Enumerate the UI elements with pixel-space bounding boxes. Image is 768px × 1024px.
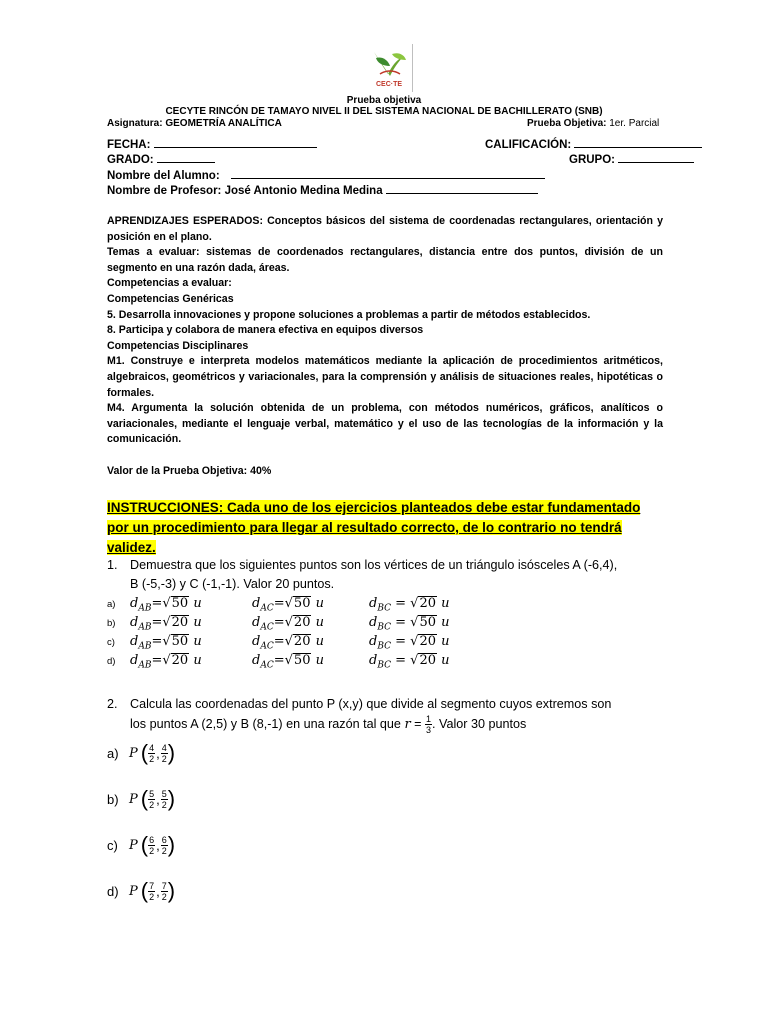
distance-ac: $d_{AC}=√50$ u [252,653,324,671]
open-paren: ( [140,786,149,811]
cecyte-logo [366,44,412,90]
question-2-line1: Calcula las coordenadas del punto P (x,y) que divide al segmento cuyos extremos son [130,697,612,711]
radicand-ab: 20 [171,615,189,630]
subject-label: Asignatura: [107,118,163,129]
fecha-field[interactable] [107,138,317,151]
logo-divider [412,44,413,92]
y-fraction [161,881,168,902]
distance-ab: $d_{AB}=√20$ u [130,615,202,633]
calificacion-field[interactable] [485,138,702,151]
exam-line [527,118,659,129]
y-num: 4 [161,742,167,753]
grupo-field[interactable] [569,153,694,166]
q2-option-2[interactable] [107,788,175,810]
y-num: 7 [161,880,167,891]
x-den: 2 [149,845,155,856]
comma: , [156,883,160,899]
fecha-blank[interactable] [154,138,317,148]
grupo-label: GRUPO: [569,154,615,166]
y-den: 2 [161,845,167,856]
x-num: 4 [149,742,155,753]
y-den: 2 [161,891,167,902]
subject-line [107,118,282,129]
sqrt-icon: √ [284,634,293,649]
y-num: 6 [161,834,167,845]
point-p: P [129,883,138,899]
grado-label: GRADO: [107,154,154,166]
close-paren: ) [167,832,176,857]
sqrt-icon: √ [162,653,171,668]
fecha-label: FECHA: [107,139,151,151]
distance-ab: $d_{AB}=√50$ u [130,634,202,652]
y-num: 5 [161,788,167,799]
svg-text:CEC·TE: CEC·TE [375,81,403,88]
x-fraction [148,881,155,902]
calificacion-blank[interactable] [574,138,702,148]
radicand-ac: 50 [293,596,311,611]
option-label: b) [107,791,119,807]
instructions [107,498,663,558]
exam-value: 1er. Parcial [609,118,660,129]
question-1-line1: Demuestra que los siguientes puntos son los vértices de un triángulo isósceles A (-6,4), [130,558,618,572]
exam-label: Prueba Objetiva: [527,118,607,129]
question-2-line2-end: . Valor 30 puntos [432,717,527,731]
radicand-ac: 20 [293,615,311,630]
y-fraction [161,835,168,856]
grado-blank[interactable] [157,153,215,163]
option-label: b) [107,618,116,629]
sqrt-icon: √ [284,653,293,668]
grado-field[interactable] [107,153,215,166]
radicand-bc: 20 [419,653,437,668]
ratio-r: r [404,717,411,732]
radicand-ac: 50 [293,653,311,668]
aprendizajes-text: APRENDIZAJES ESPERADOS: Conceptos básicos del sistema de coordenadas rectangulares, orientación y posición en el plano. [107,215,663,243]
disciplinares-heading: Competencias Disciplinares [107,339,249,352]
subject-value: GEOMETRÍA ANALÍTICA [165,118,282,129]
learning-objectives [107,214,663,480]
option-label: c) [107,637,115,648]
alumno-blank[interactable] [231,169,545,179]
distance-bc: $d_{BC} = √20$ u [369,634,450,652]
doc-type: Prueba objetiva [346,95,422,106]
x-num: 6 [149,834,155,845]
disciplinary-competency-m1: M1. Construye e interpreta modelos matemáticos mediante la aplicación de procedimientos aritméticos, algebraicos, geométricos y variacionales, para la comprensión y análisis de situaciones reales, hipotéticas o formales. [107,355,663,399]
option-label: c) [107,837,118,853]
institution-name: CECYTE RINCÓN DE TAMAYO NIVEL II DEL SISTEMA NACIONAL DE BACHILLERATO (SNB) [165,106,603,117]
distance-ac: $d_{AC}=√20$ u [252,634,324,652]
radicand-ac: 20 [293,634,311,649]
x-num: 5 [149,788,155,799]
x-den: 2 [149,799,155,810]
comma: , [156,745,160,761]
sqrt-icon: √ [410,596,419,611]
ratio-den: 3 [426,725,432,736]
calificacion-label: CALIFICACIÓN: [485,139,572,151]
y-fraction [161,789,168,810]
close-paren: ) [167,786,176,811]
point-p: P [129,837,138,853]
open-paren: ( [140,878,149,903]
sqrt-icon: √ [410,634,419,649]
question-2-line2-text: los puntos A (2,5) y B (8,-1) en una razón tal que [130,717,401,731]
profesor-label: Nombre de Profesor: José Antonio Medina Medina [107,185,383,197]
grupo-blank[interactable] [618,153,694,163]
distance-ac: $d_{AC}=√50$ u [252,596,324,614]
q2-option-4[interactable] [107,880,175,902]
exam-value-text: Valor de la Prueba Objetiva: 40% [107,464,272,477]
distance-bc: $d_{BC} = √50$ u [369,615,450,633]
sqrt-icon: √ [284,615,293,630]
sqrt-icon: √ [284,596,293,611]
sqrt-icon: √ [410,615,419,630]
y-den: 2 [161,799,167,810]
sqrt-icon: √ [162,634,171,649]
temas-text: Temas a evaluar: sistemas de coordenados rectangulares, distancia entre dos puntos, división de un segmento en una razón dada, áreas. [107,246,663,274]
question-2-line2: los puntos A (2,5) y B (8,-1) en una razón tal que r = $\frac{1}{3}$ . Valor 30 puntos [130,714,527,736]
distance-bc: $d_{BC} = √20$ u [369,653,450,671]
distance-bc: $d_{BC} = √20$ u [369,596,450,614]
disciplinary-competency-m4: M4. Argumenta la solución obtenida de un problema, con métodos numéricos, gráficos, analíticos o variacionales, mediante el lenguaje verbal, matemático y el uso de las tecnologías de la información y la comunicación. [107,402,663,446]
x-num: 7 [149,880,155,891]
genericas-heading: Competencias Genéricas [107,292,234,305]
x-den: 2 [149,753,155,764]
ratio-fraction [425,714,432,735]
generic-competency-8: 8. Participa y colabora de manera efectiva en equipos diversos [107,324,424,337]
generic-competency-5: 5. Desarrolla innovaciones y propone soluciones a problemas a partir de métodos establecidos. [107,308,591,321]
option-label: d) [107,883,119,899]
profesor-blank [386,184,538,194]
radicand-bc: 20 [419,634,437,649]
x-fraction [148,789,155,810]
x-fraction [148,835,155,856]
y-fraction [161,743,168,764]
option-label: a) [107,599,116,610]
point-p: P [129,745,138,761]
close-paren: ) [167,878,176,903]
question-2-number: 2. [107,697,118,711]
radicand-ab: 50 [171,596,189,611]
radicand-ab: 20 [171,653,189,668]
comma: , [156,791,160,807]
open-paren: ( [140,740,149,765]
y-den: 2 [161,753,167,764]
radicand-bc: 50 [419,615,437,630]
question-1-number: 1. [107,558,118,572]
option-label: a) [107,745,119,761]
competencias-heading: Competencias a evaluar: [107,277,232,290]
radicand-bc: 20 [419,596,437,611]
alumno-field[interactable] [107,169,545,182]
question-1-line2: B (-5,-3) y C (-1,-1). Valor 20 puntos. [130,577,335,591]
sqrt-icon: √ [162,596,171,611]
radicand-ab: 50 [171,634,189,649]
distance-ac: $d_{AC}=√20$ u [252,615,324,633]
distance-ab: $d_{AB}=√50$ u [130,596,202,614]
point-p: P [129,791,138,807]
distance-ab: $d_{AB}=√20$ u [130,653,202,671]
profesor-field [107,184,538,197]
q2-option-1[interactable] [107,742,175,764]
open-paren: ( [140,832,149,857]
q2-option-3[interactable] [107,834,175,856]
x-den: 2 [149,891,155,902]
instructions-text: INSTRUCCIONES: Cada uno de los ejercicios planteados debe estar fundamentado por un procedimiento para llegar al resultado correcto, de lo contrario no tendrá validez. [107,500,641,555]
x-fraction [148,743,155,764]
sqrt-icon: √ [162,615,171,630]
option-label: d) [107,656,116,667]
sqrt-icon: √ [410,653,419,668]
alumno-label: Nombre del Alumno: [107,170,220,182]
comma: , [156,837,160,853]
ratio-num: 1 [426,714,432,725]
close-paren: ) [167,740,176,765]
